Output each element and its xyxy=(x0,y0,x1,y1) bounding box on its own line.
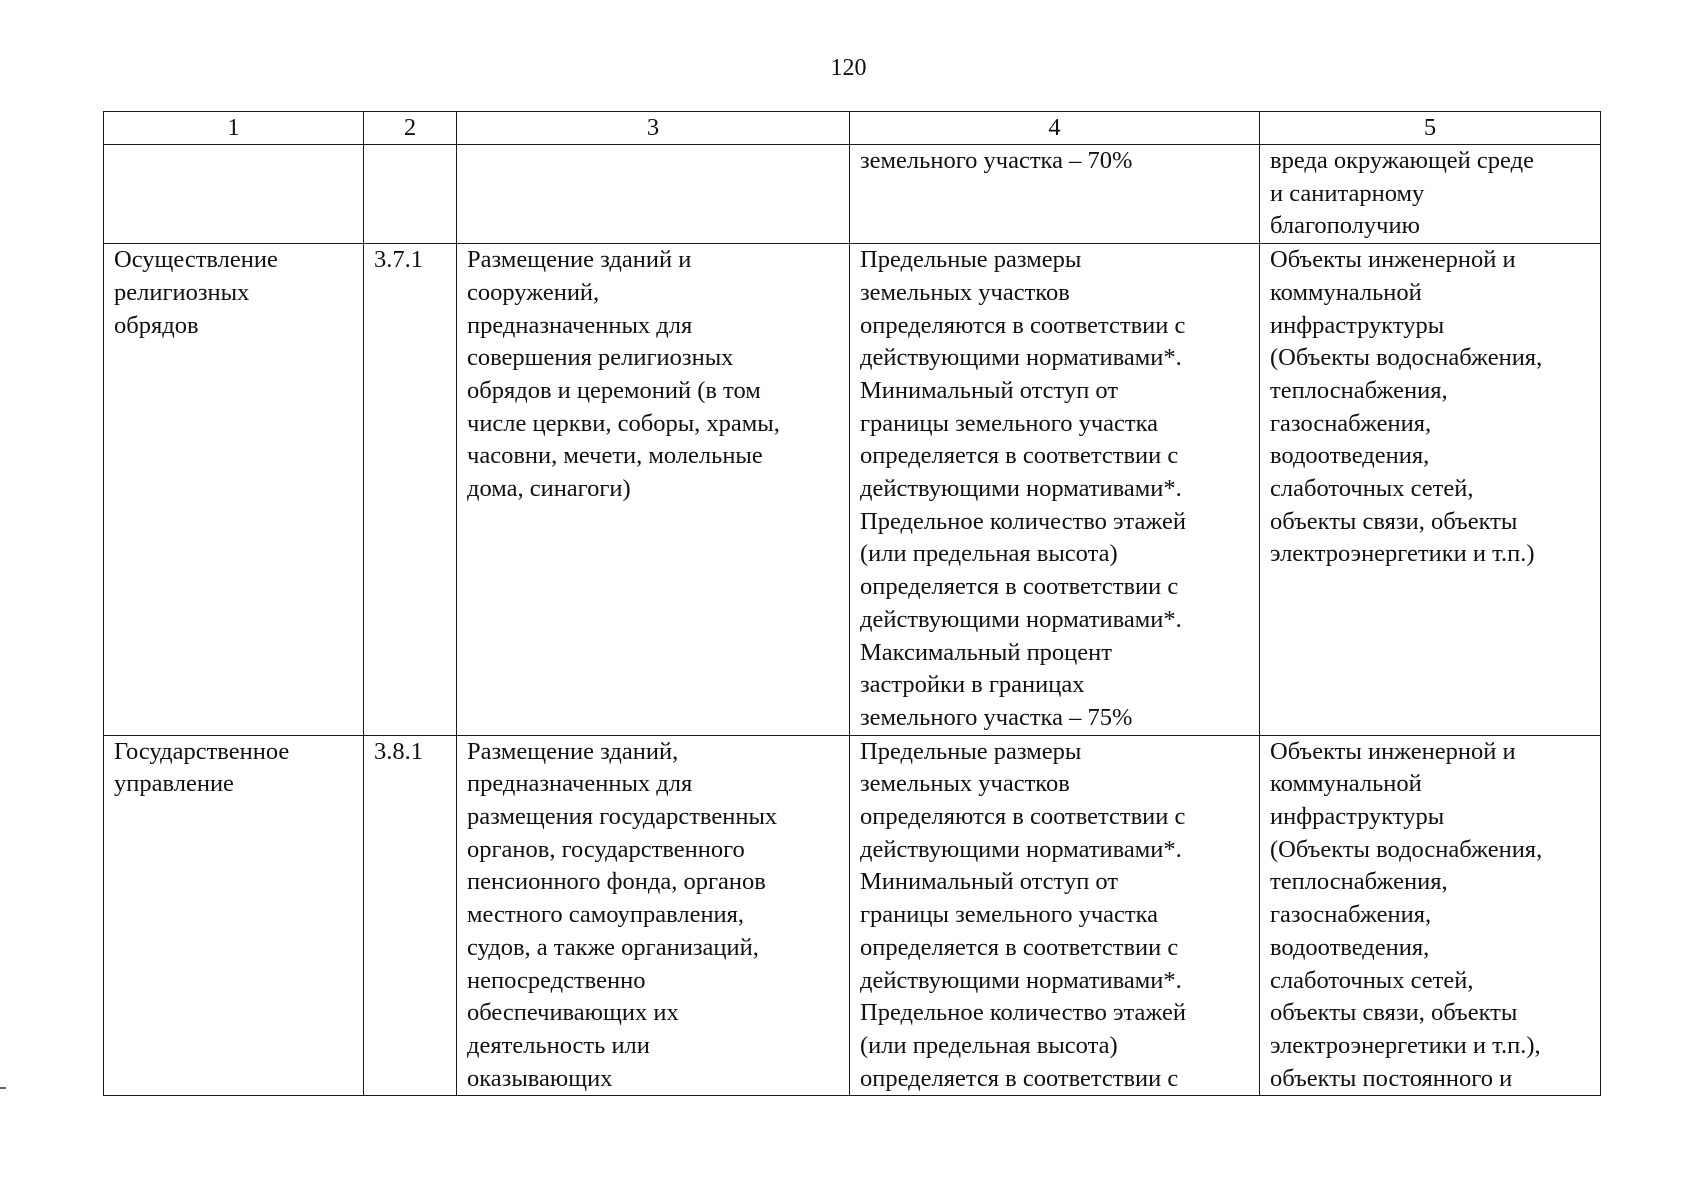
cell-text-line: определяется в соответствии с xyxy=(860,573,1179,601)
cell-text-line: теплоснабжения, xyxy=(1270,868,1448,896)
cell-text-line: инфраструктуры xyxy=(1270,311,1445,339)
cell-text-line: действующими нормативами*. xyxy=(860,605,1182,633)
cell-text-line: предназначенных для xyxy=(467,770,693,798)
header-col-1: 1 xyxy=(104,112,364,145)
cell-text-line: благополучию xyxy=(1270,212,1420,240)
cell-text-line: местного самоуправления, xyxy=(467,901,745,929)
cell-text-line: газоснабжения, xyxy=(1270,409,1432,437)
cell-text-line: действующими нормативами*. xyxy=(860,475,1182,503)
cell-text-line: 3.8.1 xyxy=(374,737,423,765)
cell-text-line: сооружений, xyxy=(467,278,600,306)
cell-text-line: Размещение зданий и xyxy=(467,246,692,274)
page-number: 120 xyxy=(830,55,867,81)
cell-text-line: инфраструктуры xyxy=(1270,803,1445,831)
cell-text-line: Предельное количество этажей xyxy=(860,999,1186,1027)
cell-text-line: управление xyxy=(114,770,234,798)
cell-text-line: теплоснабжения, xyxy=(1270,376,1448,404)
cell-text-line: границы земельного участка xyxy=(860,901,1159,929)
header-col-4: 4 xyxy=(850,112,1260,145)
cell-text-line: Объекты инженерной и xyxy=(1270,737,1516,765)
cell-text-line: действующими нормативами*. xyxy=(860,344,1182,372)
cell-text-line: (Объекты водоснабжения, xyxy=(1270,344,1543,372)
cell-text-line: совершения религиозных xyxy=(467,344,734,372)
header-row xyxy=(104,112,1601,145)
table-row xyxy=(104,145,1601,244)
cell-text-line: определяются в соответствии с xyxy=(860,311,1186,339)
code-cell xyxy=(364,735,457,1096)
table-row xyxy=(104,244,1601,736)
cell-text-line: органов, государственного xyxy=(467,835,745,863)
cell-text-line: обеспечивающих их xyxy=(467,999,679,1027)
cell-text-line: объекты связи, объекты xyxy=(1270,507,1518,535)
cell-text-line: Государственное xyxy=(114,737,290,765)
header-col-3: 3 xyxy=(457,112,850,145)
cell-text-line: земельных участков xyxy=(860,770,1070,798)
cell-text-line: часовни, мечети, молельные xyxy=(467,442,763,470)
cell-text-line: обрядов и церемоний (в том xyxy=(467,376,761,404)
cell-text-line: объекты связи, объекты xyxy=(1270,999,1518,1027)
cell-text-line: оказывающих xyxy=(467,1064,613,1092)
cell-text-line: Минимальный отступ от xyxy=(860,868,1119,896)
cell-text-line: земельного участка – 75% xyxy=(860,703,1133,731)
cell-text-line: определяется в соответствии с xyxy=(860,1064,1179,1092)
cell-text-line: определяется в соответствии с xyxy=(860,933,1179,961)
cell-text-line: водоотведения, xyxy=(1270,933,1430,961)
cell-text-line: газоснабжения, xyxy=(1270,901,1432,929)
cell-text-line: Предельное количество этажей xyxy=(860,507,1186,535)
cell-text-line: водоотведения, xyxy=(1270,442,1430,470)
header-col-5: 5 xyxy=(1260,112,1601,145)
cell-text-line: объекты постоянного и xyxy=(1270,1064,1513,1092)
code-cell xyxy=(364,145,457,244)
description-cell xyxy=(457,735,850,1096)
cell-text-line: действующими нормативами*. xyxy=(860,966,1182,994)
parameters-cell xyxy=(850,735,1260,1096)
auxiliary-uses-cell xyxy=(1260,145,1601,244)
cell-text-line: коммунальной xyxy=(1270,278,1422,306)
cell-text-line: границы земельного участка xyxy=(860,409,1159,437)
cell-text-line: слаботочных сетей, xyxy=(1270,475,1474,503)
cell-text-line: застройки в границах xyxy=(860,671,1085,699)
cell-text-line: электроэнергетики и т.п.), xyxy=(1270,1031,1541,1059)
cell-text-line: Минимальный отступ от xyxy=(860,376,1119,404)
cell-text-line: (Объекты водоснабжения, xyxy=(1270,835,1543,863)
cell-text-line: деятельность или xyxy=(467,1031,650,1059)
cell-text-line: Размещение зданий, xyxy=(467,737,679,765)
cell-text-line: Предельные размеры xyxy=(860,246,1082,274)
table-row xyxy=(104,735,1601,1096)
cell-text-line: (или предельная высота) xyxy=(860,540,1118,568)
table-body xyxy=(104,145,1601,1096)
code-cell xyxy=(364,244,457,736)
cell-text-line: числе церкви, соборы, храмы, xyxy=(467,409,780,437)
cell-text-line: Объекты инженерной и xyxy=(1270,246,1516,274)
cell-text-line: 3.7.1 xyxy=(374,246,423,274)
cell-text-line: действующими нормативами*. xyxy=(860,835,1182,863)
land-use-type-cell xyxy=(104,244,364,736)
cell-text-line: религиозных xyxy=(114,278,250,306)
cell-text-line: Предельные размеры xyxy=(860,737,1082,765)
cell-text-line: (или предельная высота) xyxy=(860,1031,1118,1059)
land-use-type-cell xyxy=(104,735,364,1096)
cell-text-line: Осуществление xyxy=(114,246,278,274)
cell-text-line: непосредственно xyxy=(467,966,646,994)
cell-text-line: размещения государственных xyxy=(467,803,778,831)
cell-text-line: вреда окружающей среде xyxy=(1270,147,1534,174)
cell-text-line: определяется в соответствии с xyxy=(860,442,1179,470)
cell-text-line: обрядов xyxy=(114,311,199,339)
cell-text-line: земельных участков xyxy=(860,278,1070,306)
parameters-cell xyxy=(850,244,1260,736)
cell-text-line: дома, синагоги) xyxy=(467,475,631,503)
cell-text-line: пенсионного фонда, органов xyxy=(467,868,766,896)
cell-text-line: предназначенных для xyxy=(467,311,693,339)
cell-text-line: определяются в соответствии с xyxy=(860,803,1186,831)
header-col-2: 2 xyxy=(364,112,457,145)
parameters-cell xyxy=(850,145,1260,244)
scan-artifact-mark xyxy=(0,1087,6,1089)
cell-text-line: слаботочных сетей, xyxy=(1270,966,1474,994)
land-use-type-cell xyxy=(104,145,364,244)
auxiliary-uses-cell xyxy=(1260,735,1601,1096)
description-cell xyxy=(457,244,850,736)
cell-text-line: и санитарному xyxy=(1270,179,1425,207)
cell-text-line: судов, а также организаций, xyxy=(467,933,759,961)
cell-text-line: коммунальной xyxy=(1270,770,1422,798)
cell-text-line: земельного участка – 70% xyxy=(860,147,1133,174)
cell-text-line: Максимальный процент xyxy=(860,638,1112,666)
land-use-table xyxy=(103,111,1601,1096)
cell-text-line: электроэнергетики и т.п.) xyxy=(1270,540,1535,568)
auxiliary-uses-cell xyxy=(1260,244,1601,736)
description-cell xyxy=(457,145,850,244)
